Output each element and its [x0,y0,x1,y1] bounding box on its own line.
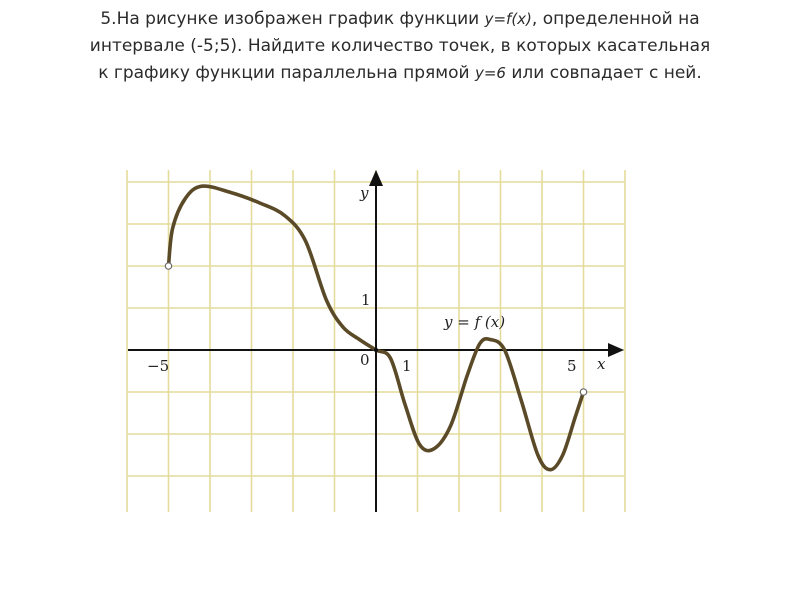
tick-label-x-neg5: −5 [147,357,170,375]
problem-number: 5. [100,9,117,29]
problem-text-3a: к графику функции параллельна прямой [98,63,475,83]
tick-label-y-1: 1 [361,291,371,309]
x-axis-label: x [597,355,606,373]
open-endpoint [165,263,171,269]
problem-text-1a: На рисунке изображен график функции [116,9,485,29]
open-endpoint [580,389,586,395]
y-axis-label: y [360,184,369,202]
problem-text-3b: или совпадает с ней. [505,63,702,83]
axes [128,170,624,512]
x-axis-arrow [608,343,624,357]
tick-label-x-1: 1 [402,357,412,375]
problem-text-1b: , определенной на [531,9,700,29]
line-equation: y=6 [474,64,506,82]
problem-line-2: интервале (-5;5). Найдите количество точек, в которых касательная [89,36,711,56]
y-axis-arrow [369,170,383,186]
origin-point [374,348,378,352]
tick-label-origin: 0 [360,351,370,369]
curve-label: y = f (x) [444,313,506,331]
tick-label-x-5: 5 [567,357,577,375]
function-notation: y=f(x) [484,10,532,28]
